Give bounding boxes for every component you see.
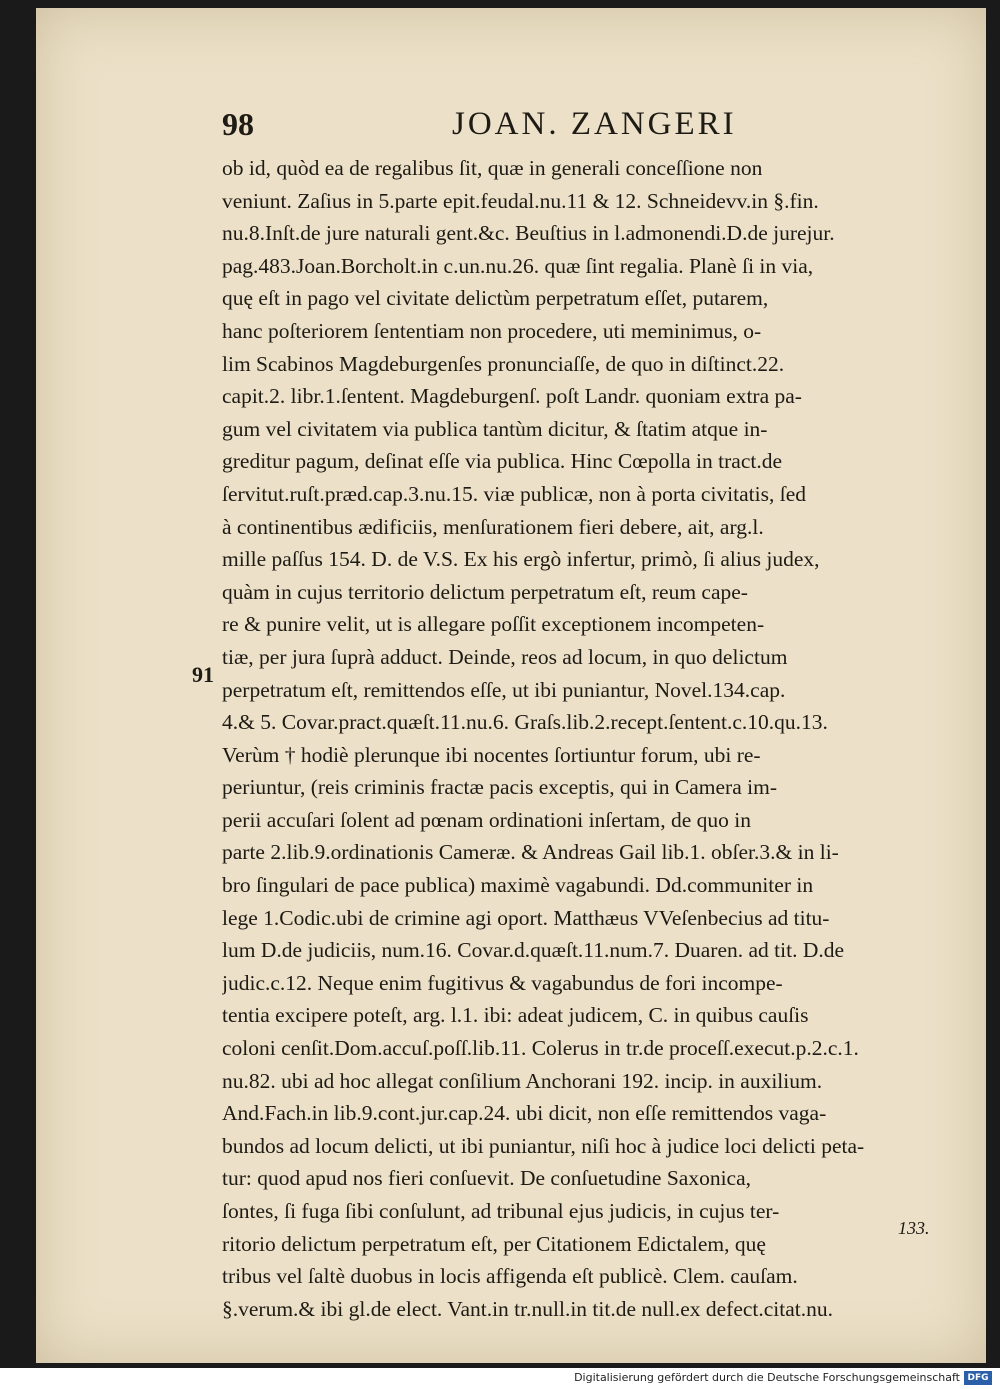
text-line: tiæ, per jura ſuprà adduct. Deinde, reos ad locum, in quo delictum bbox=[222, 644, 788, 669]
text-line: bro ſingulari de pace publica) maximè vagabundi. Dd.communiter in bbox=[222, 873, 814, 898]
text-line: mille paſſus 154. D. de V.S. Ex his ergò infertur, primò, ſi alius judex, bbox=[222, 547, 820, 572]
text-line: ſontes, ſi fuga ſibi conſulunt, ad tribunal ejus judicis, in cujus ter- bbox=[222, 1199, 780, 1223]
text-line: perpetratum eſt, remittendos eſſe, ut ibi puniantur, Novel.134.cap. bbox=[222, 677, 786, 702]
text-line: And.Fach.in lib.9.cont.jur.cap.24. ubi dicit, non eſſe remittendos vaga- bbox=[222, 1101, 827, 1126]
footer-credit: Digitalisierung gefördert durch die Deutsche Forschungsgemeinschaft bbox=[574, 1371, 960, 1384]
dfg-logo: DFG bbox=[964, 1371, 992, 1385]
text-line: perii accuſari ſolent ad pœnam ordinationi inſertam, de quo in bbox=[222, 807, 751, 832]
page-number: 98 bbox=[222, 106, 254, 142]
text-line: greditur pagum, deſinat eſſe via publica. Hinc Cœpolla in tract.de bbox=[222, 449, 783, 474]
footer-bar bbox=[0, 1368, 1000, 1389]
text-line: nu.82. ubi ad hoc allegat conſilium Anchorani 192. incip. in auxilium. bbox=[222, 1068, 823, 1093]
text-line: coloni cenſit.Dom.accuſ.poſſ.lib.11. Colerus in tr.de proceſſ.execut.p.2.c.1. bbox=[222, 1036, 859, 1061]
text-line: nu.8.Inſt.de jure naturali gent.&c. Beuſtius in l.admonendi.D.de jurejur. bbox=[222, 221, 835, 246]
text-line: hanc poſteriorem ſententiam non procedere, uti meminimus, o- bbox=[222, 318, 762, 343]
text-line: lim Scabinos Magdeburgenſes pronunciaſſe, de quo in diſtinct.22. bbox=[222, 351, 785, 376]
text-line: veniunt. Zaſius in 5.parte epit.feudal.nu.11 & 12. Schneidevv.in §.fin. bbox=[222, 188, 819, 213]
text-line: §.verum.& ibi gl.de elect. Vant.in tr.null.in tit.de null.ex defect.citat.nu. bbox=[222, 1296, 834, 1321]
text-line: judic.c.12. Neque enim fugitivus & vagabundus de fori incompe- bbox=[222, 970, 783, 995]
text-line: parte 2.lib.9.ordinationis Cameræ. & Andreas Gail lib.1. obſer.3.& in li- bbox=[222, 840, 839, 865]
text-line: bundos ad locum delicti, ut ibi puniantur, niſi hoc à judice loci delicti peta- bbox=[222, 1133, 865, 1158]
page-header bbox=[222, 106, 942, 150]
text-line: quę eſt in pago vel civitate delictùm perpetratum eſſet, putarem, bbox=[222, 286, 769, 311]
text-line: gum vel civitatem via publica tantùm dicitur, & ſtatim atque in- bbox=[222, 416, 768, 441]
running-title: JOAN. ZANGERI bbox=[452, 106, 737, 142]
text-line: ob id, quòd ea de regalibus ſit, quæ in generali conceſſione non bbox=[222, 156, 763, 180]
text-line: capit.2. libr.1.ſentent. Magdeburgenſ. poſt Landr. quoniam extra pa- bbox=[222, 384, 802, 409]
text-line: lum D.de judiciis, num.16. Covar.d.quæſt.11.num.7. Duaren. ad tit. D.de bbox=[222, 938, 845, 963]
text-line: quàm in cujus territorio delictum perpetratum eſt, reum cape- bbox=[222, 579, 748, 604]
text-line: lege 1.Codic.ubi de crimine agi oport. Matthæus VVeſenbecius ad titu- bbox=[222, 905, 830, 930]
text-line: 4.& 5. Covar.pract.quæſt.11.nu.6. Graſs.lib.2.recept.ſentent.c.10.qu.13. bbox=[222, 710, 828, 735]
text-line: ritorio delictum perpetratum eſt, per Citationem Edictalem, quę bbox=[222, 1231, 766, 1256]
text-line: tribus vel ſaltè duobus in locis affigenda eſt publicè. Clem. cauſam. bbox=[222, 1264, 798, 1289]
text-line: à continentibus ædificiis, menſurationem fieri debere, ait, arg.l. bbox=[222, 514, 764, 539]
text-line: tentia excipere poteſt, arg. l.1. ibi: adeat judicem, C. in quibus cauſis bbox=[222, 1003, 809, 1028]
text-line: Verùm † hodiè plerunque ibi nocentes ſortiuntur forum, ubi re- bbox=[222, 742, 761, 767]
text-line: tur: quod apud nos fieri conſuevit. De conſuetudine Saxonica, bbox=[222, 1166, 752, 1191]
body-text bbox=[222, 152, 938, 1325]
margin-note: 91 bbox=[192, 662, 214, 687]
text-line: re & punire velit, ut is allegare poſſit exceptionem incompeten- bbox=[222, 612, 765, 637]
catchword: 133. bbox=[898, 1218, 930, 1238]
text-line: periuntur, (reis criminis fractæ pacis exceptis, qui in Camera im- bbox=[222, 775, 777, 800]
text-line: ſervitut.ruſt.præd.cap.3.nu.15. viæ publicæ, non à porta civitatis, ſed bbox=[222, 481, 806, 506]
text-line: pag.483.Joan.Borcholt.in c.un.nu.26. quæ ſint regalia. Planè ſi in via, bbox=[222, 253, 814, 278]
